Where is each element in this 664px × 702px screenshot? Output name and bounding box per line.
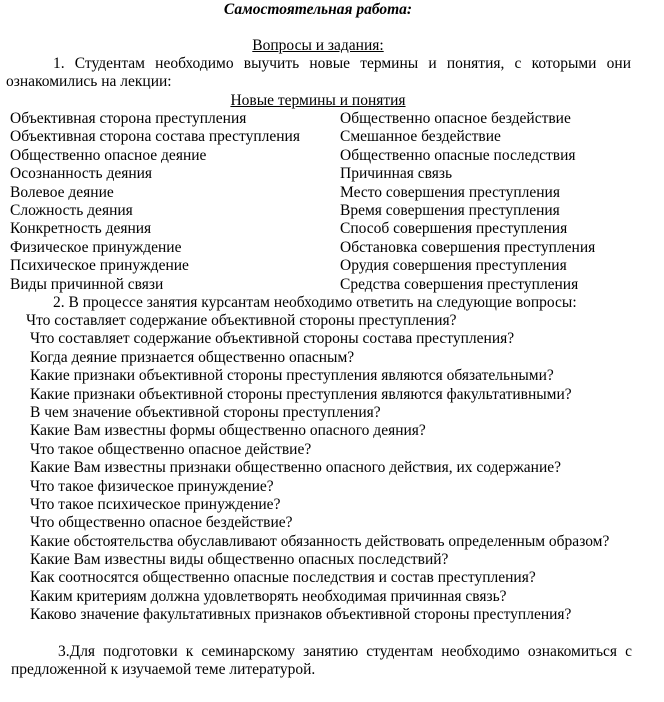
- term-item: Смешанное бездействие: [340, 128, 501, 146]
- terms-row: [10, 257, 630, 275]
- term-item: Обстановка совершения преступления: [340, 238, 596, 256]
- term-item: Виды причинной связи: [10, 275, 164, 293]
- term-item: Общественно опасные последствия: [340, 146, 576, 164]
- terms-row: [10, 165, 630, 183]
- term-item: Место совершения преступления: [340, 183, 560, 201]
- term-item: Конкретность деяния: [10, 220, 152, 238]
- terms-row: [10, 220, 630, 238]
- question-item: Какие Вам известны виды общественно опасных последствий?: [30, 551, 449, 569]
- terms-row: [10, 128, 630, 146]
- term-item: Осознанность деяния: [10, 165, 153, 183]
- term-item: Время совершения преступления: [340, 201, 560, 219]
- terms-row: [10, 184, 630, 202]
- question-item: Какие Вам известны формы общественно опасного деяния?: [30, 422, 426, 440]
- terms-row: [10, 110, 630, 128]
- terms-row: [10, 239, 630, 257]
- question-item: Каким критериям должна удовлетворять необходимая причинная связь?: [30, 587, 507, 605]
- question-item: В чем значение объективной стороны преступления?: [30, 403, 381, 421]
- term-item: Объективная сторона состава преступления: [10, 128, 300, 146]
- question-item: Какие признаки объективной стороны преступления являются факультативными?: [30, 385, 572, 403]
- term-item: Сложность деяния: [10, 201, 133, 219]
- term-item: Средства совершения преступления: [340, 275, 579, 293]
- question-item: Какие обстоятельства обуславливают обязанность действовать определенным образом?: [30, 532, 610, 550]
- term-item: Волевое деяние: [10, 183, 114, 201]
- question-item: Что такое физическое принуждение?: [30, 477, 274, 495]
- question-item: Что составляет содержание объективной стороны преступления?: [26, 312, 457, 329]
- term-item: Психическое принуждение: [10, 257, 189, 275]
- question-item: Что общественно опасное бездействие?: [30, 514, 293, 532]
- terms-row: [10, 202, 630, 220]
- terms-row: [10, 276, 630, 294]
- question-item: Когда деяние признается общественно опасным?: [30, 348, 355, 366]
- terms-table: [10, 110, 630, 294]
- term-item: Физическое принуждение: [10, 238, 182, 256]
- terms-heading: Новые термины и понятия: [230, 92, 406, 109]
- term-item: Орудия совершения преступления: [340, 257, 567, 275]
- term-item: Причинная связь: [340, 165, 453, 183]
- question-item: Какие Вам известны признаки общественно опасного действия, их содержание?: [30, 459, 562, 477]
- question-item: Что составляет содержание объективной стороны состава преступления?: [30, 330, 515, 348]
- term-item: Способ совершения преступления: [340, 220, 568, 238]
- document-title: Самостоятельная работа:: [223, 1, 413, 18]
- term-item: Общественно опасное деяние: [10, 146, 207, 164]
- term-item: Общественно опасное бездействие: [340, 110, 571, 127]
- section-heading: Вопросы и задания:: [252, 37, 384, 54]
- task-3-paragraph: 3.Для подготовки к семинарскому занятию студентам необходимо ознакомиться с предложенной к изучаемой теме литературой.: [11, 643, 632, 679]
- questions-list: [26, 312, 632, 625]
- question-item: Каково значение факультативных признаков объективной стороны преступления?: [30, 606, 572, 624]
- term-item: Объективная сторона преступления: [10, 110, 247, 127]
- question-item: Что такое общественно опасное действие?: [30, 440, 312, 458]
- terms-row: [10, 147, 630, 165]
- question-item: Что такое психическое принуждение?: [30, 495, 281, 513]
- question-item: Какие признаки объективной стороны преступления являются обязательными?: [30, 367, 554, 385]
- question-item: Как соотносятся общественно опасные последствия и состав преступления?: [30, 569, 536, 587]
- task-2-paragraph: 2. В процессе занятия курсантам необходимо ответить на следующие вопросы:: [53, 294, 577, 311]
- task-1-paragraph: 1. Студентам необходимо выучить новые термины и понятия, с которыми они ознакомились на лекции:: [6, 55, 631, 91]
